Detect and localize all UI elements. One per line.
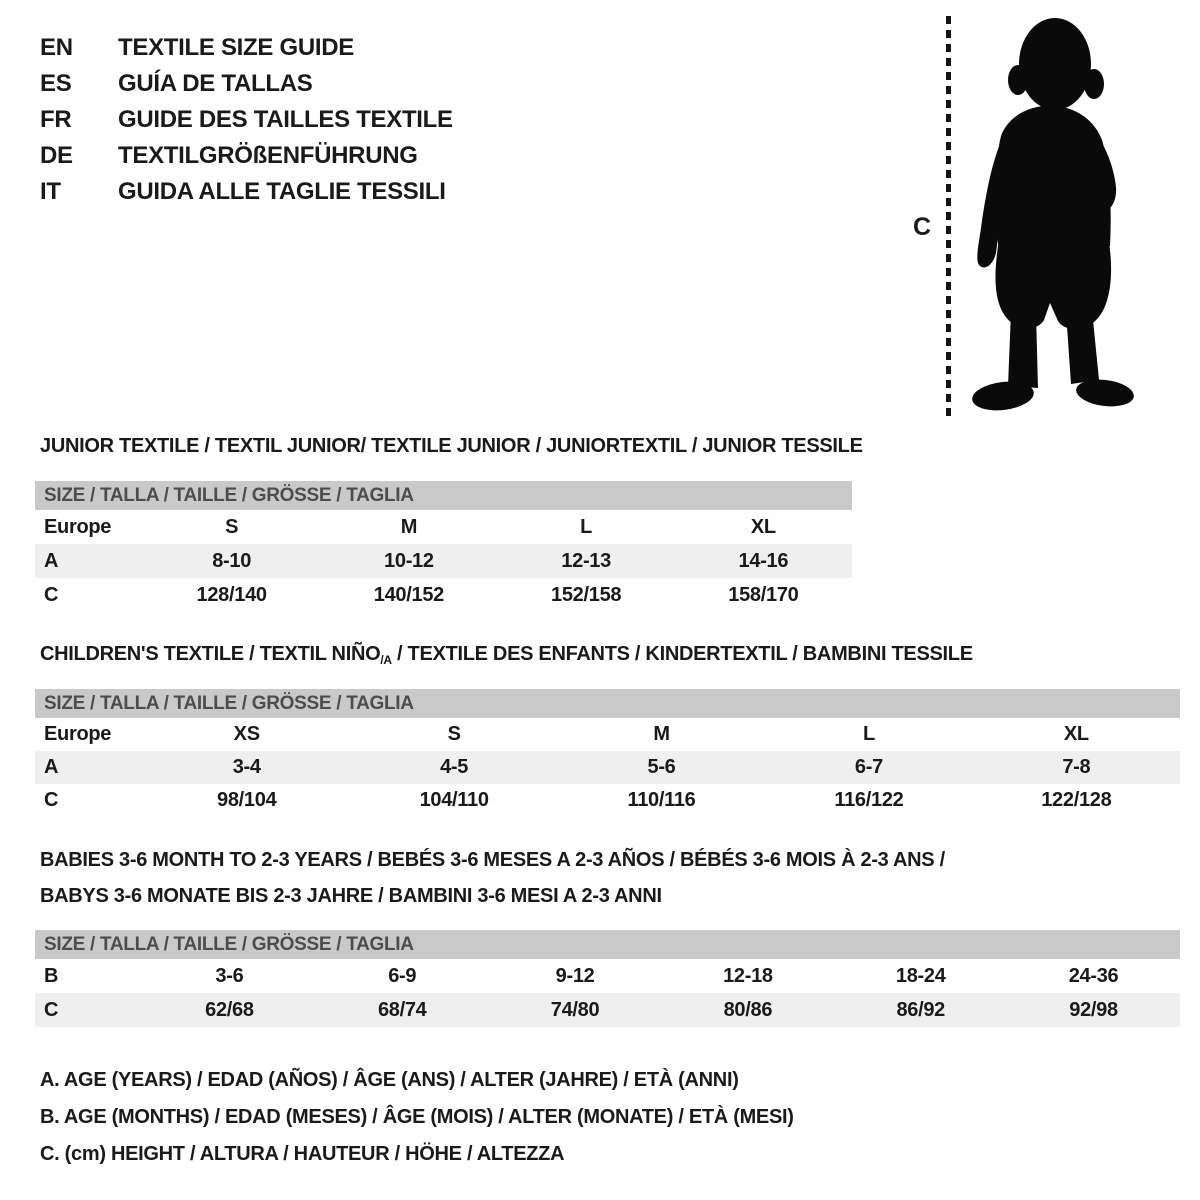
table-row-months (35, 959, 1180, 993)
language-code: EN (40, 34, 73, 61)
cell: 5-6 (647, 756, 676, 778)
language-row (40, 102, 453, 138)
cell: 4-5 (440, 756, 469, 778)
language-code: IT (40, 178, 61, 205)
row-label: C (44, 998, 59, 1021)
cell: 68/74 (377, 998, 427, 1021)
cell: 3-6 (215, 964, 244, 987)
cell: S (225, 515, 239, 538)
cell: 98/104 (217, 789, 277, 811)
cell: 104/110 (419, 789, 489, 811)
cell: XL (1063, 723, 1089, 745)
cell: 12-13 (561, 549, 611, 572)
babies-heading-text-line1: BABIES 3-6 MONTH TO 2-3 YEARS / BEBÉS 3-6 MESES A 2-3 AÑOS / BÉBÉS 3-6 MOIS À 2-3 ANS / (40, 849, 945, 871)
cell: 6-9 (388, 964, 417, 987)
babies-section-heading-line2 (40, 885, 662, 908)
cell: 110/116 (627, 789, 696, 811)
toddler-silhouette-icon (963, 14, 1139, 420)
babies-section-heading-line1 (40, 849, 945, 872)
row-label: A (44, 549, 59, 572)
cell: 92/98 (1069, 998, 1118, 1021)
cell: 80/86 (723, 998, 773, 1021)
language-title-list (40, 30, 453, 210)
legend-line-a: A. AGE (YEARS) / EDAD (AÑOS) / ÂGE (ANS) / ALTER (JAHRE) / ETÀ (ANNI) (40, 1069, 739, 1091)
table-row-age (35, 751, 1180, 784)
language-code: ES (40, 70, 72, 97)
language-code: FR (40, 106, 72, 133)
cell: 18-24 (895, 964, 946, 987)
size-header-band (35, 689, 1180, 718)
guide-title: GUIDE DES TAILLES TEXTILE (118, 106, 453, 133)
cell: 128/140 (196, 583, 267, 606)
table-row-height (35, 578, 852, 612)
size-header-label: SIZE / TALLA / TAILLE / GRÖSSE / TAGLIA (44, 692, 414, 714)
junior-heading-text: JUNIOR TEXTILE / TEXTIL JUNIOR/ TEXTILE JUNIOR / JUNIORTEXTIL / JUNIOR TESSILE (40, 435, 863, 457)
cell: 7-8 (1062, 756, 1091, 778)
cell: 74/80 (550, 998, 600, 1021)
cell: 116/122 (834, 789, 904, 811)
guide-title: GUÍA DE TALLAS (118, 70, 313, 97)
cell: 122/128 (1041, 789, 1112, 811)
cell: 86/92 (896, 998, 945, 1021)
row-label: C (44, 789, 59, 811)
children-size-table (35, 689, 1180, 817)
table-row-europe (35, 510, 852, 544)
cell: L (862, 723, 875, 745)
cell: 12-18 (723, 964, 773, 987)
legend-line-b: B. AGE (MONTHS) / EDAD (MESES) / ÂGE (MOIS) / ALTER (MONATE) / ETÀ (MESI) (40, 1106, 794, 1128)
cell: 24-36 (1068, 964, 1119, 987)
guide-title: TEXTILE SIZE GUIDE (118, 34, 354, 61)
cell: 8-10 (212, 549, 252, 572)
height-measure-label: C (913, 213, 932, 241)
size-header-label: SIZE / TALLA / TAILLE / GRÖSSE / TAGLIA (44, 933, 414, 955)
guide-title: TEXTILGRÖßENFÜHRUNG (118, 142, 418, 169)
cell: M (653, 723, 670, 745)
cell: XL (750, 515, 776, 538)
cell: S (447, 723, 461, 745)
cell: 14-16 (738, 549, 789, 572)
row-label: A (44, 756, 59, 778)
junior-size-table (35, 481, 852, 612)
cell: XS (233, 723, 260, 745)
row-label: Europe (44, 723, 112, 745)
cell: 62/68 (205, 998, 254, 1021)
babies-size-table (35, 930, 1180, 1027)
children-heading-pre: CHILDREN'S TEXTILE / TEXTIL NIÑO (40, 643, 381, 665)
language-row (40, 138, 453, 174)
cell: 10-12 (384, 549, 434, 572)
row-label: C (44, 583, 59, 606)
junior-section-heading (40, 435, 863, 458)
size-header-band (35, 481, 852, 510)
language-row (40, 66, 453, 102)
measure-legend (40, 1062, 794, 1173)
children-heading-sub: /A (380, 653, 392, 668)
cell: M (400, 515, 418, 538)
cell: 140/152 (373, 583, 444, 606)
height-dashed-line (946, 16, 951, 418)
table-row-age (35, 544, 852, 578)
babies-heading-text-line2: BABYS 3-6 MONATE BIS 2-3 JAHRE / BAMBINI 3-6 MESI A 2-3 ANNI (40, 885, 662, 907)
language-code: DE (40, 142, 73, 169)
cell: 152/158 (551, 583, 622, 606)
children-heading-post: / TEXTILE DES ENFANTS / KINDERTEXTIL / BAMBINI TESSILE (391, 643, 973, 665)
children-section-heading (40, 643, 973, 667)
cell: 6-7 (854, 756, 883, 778)
table-row-height (35, 993, 1180, 1027)
size-header-label: SIZE / TALLA / TAILLE / GRÖSSE / TAGLIA (44, 484, 414, 506)
cell: 3-4 (232, 756, 261, 778)
language-row (40, 30, 453, 66)
size-header-band (35, 930, 1180, 959)
guide-title: GUIDA ALLE TAGLIE TESSILI (118, 178, 446, 205)
table-row-europe (35, 718, 1180, 751)
language-row (40, 174, 453, 210)
row-label: Europe (44, 515, 112, 538)
cell: L (580, 515, 593, 538)
row-label: B (44, 964, 59, 987)
legend-line-c: C. (cm) HEIGHT / ALTURA / HAUTEUR / HÖHE / ALTEZZA (40, 1143, 565, 1165)
cell: 158/170 (728, 583, 799, 606)
cell: 9-12 (555, 964, 595, 987)
table-row-height (35, 784, 1180, 817)
